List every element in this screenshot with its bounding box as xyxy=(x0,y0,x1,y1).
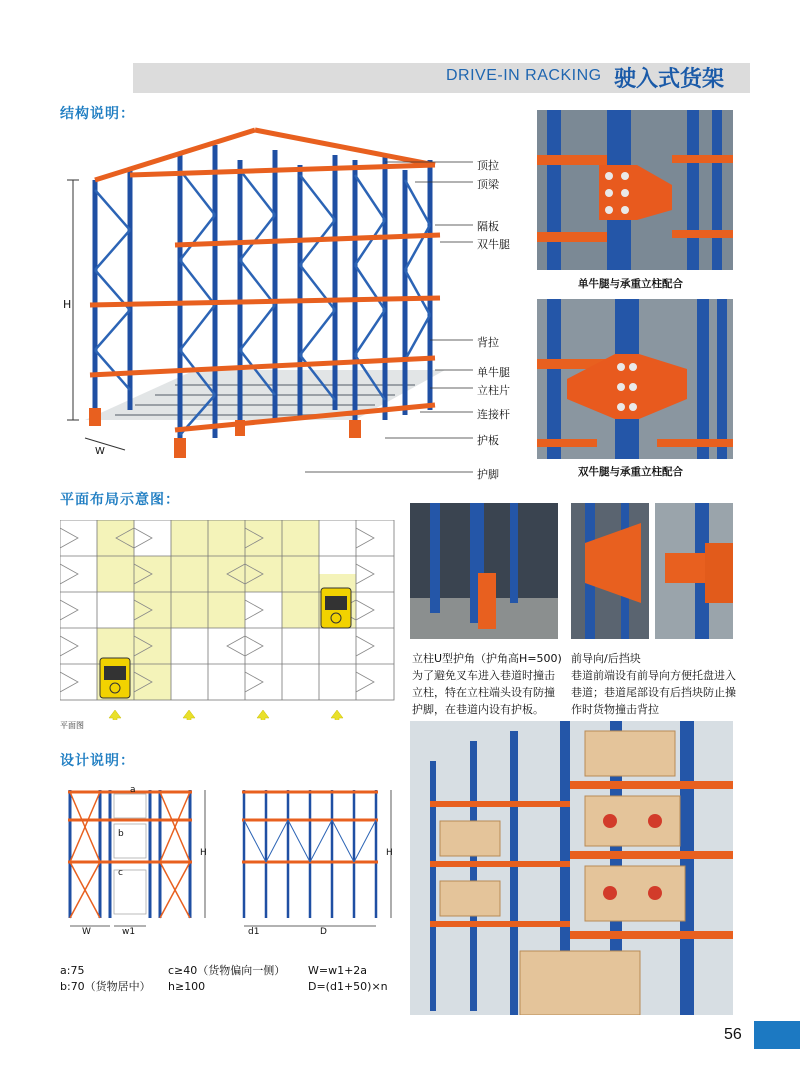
photo-single-arm xyxy=(537,110,733,270)
formula-b: b:70（货物居中） xyxy=(60,980,151,993)
dim-h-label: H xyxy=(63,298,72,311)
dim-w-label: W xyxy=(95,446,105,457)
label-double-arm: 双牛腿 xyxy=(477,238,510,251)
header-title-en: DRIVE-IN RACKING xyxy=(446,67,602,84)
header-title-cn: 驶入式货架 xyxy=(614,67,725,92)
label-connecting-rod: 连接杆 xyxy=(477,408,510,421)
design-label-w1: w1 xyxy=(122,927,136,937)
design-label-w: W xyxy=(82,927,91,937)
label-top-tie: 顶拉 xyxy=(477,159,499,172)
plan-caption: 平面图 xyxy=(60,721,84,730)
forklift-left xyxy=(100,658,130,698)
label-upright-frame: 立柱片 xyxy=(477,384,510,397)
caption-double-arm: 双牛腿与承重立柱配合 xyxy=(578,466,683,478)
section-title-structure: 结构说明： xyxy=(60,106,135,122)
formula-h: h≥100 xyxy=(168,980,206,993)
section-title-design: 设计说明： xyxy=(60,753,135,769)
formula-w: W=w1+2a xyxy=(308,964,368,977)
guide-text-body: 巷道前端设有前导向方便托盘进入巷道；巷道尾部设有后挡块防止操作时货物撞击背拉 xyxy=(571,669,736,716)
page-number: 56 xyxy=(724,1026,742,1043)
photo-back-stop xyxy=(655,503,733,639)
label-guard-foot: 护脚 xyxy=(477,468,499,481)
forklift-right xyxy=(321,588,351,628)
photo-guard-corner xyxy=(410,503,558,639)
label-divider: 隔板 xyxy=(477,220,499,233)
label-single-arm: 单牛腿 xyxy=(477,366,510,379)
plan-layout-diagram xyxy=(60,520,396,720)
formula-c: c≥40（货物偏向一侧） xyxy=(168,964,286,977)
label-back-tie: 背拉 xyxy=(477,336,499,349)
design-label-c: c xyxy=(118,868,123,878)
design-label-h-left: H xyxy=(200,848,207,858)
design-label-b: b xyxy=(118,829,124,839)
photo-double-arm xyxy=(537,299,733,459)
page-tab xyxy=(754,1021,800,1049)
design-label-d: D xyxy=(320,927,327,937)
photo-front-guide xyxy=(571,503,649,639)
photo-warehouse xyxy=(410,721,733,1015)
guard-text-body: 为了避免叉车进入巷道时撞击立柱，特在立柱端头设有防撞护脚，在巷道内设有护板。 xyxy=(412,669,555,716)
label-top-beam: 顶梁 xyxy=(477,178,499,191)
caption-single-arm: 单牛腿与承重立柱配合 xyxy=(578,278,683,290)
design-label-d1: d1 xyxy=(248,927,260,937)
design-drawing-side xyxy=(236,780,401,940)
design-label-h-right: H xyxy=(386,848,393,858)
design-drawing-front xyxy=(60,780,215,940)
formula-a: a:75 xyxy=(60,964,85,977)
formula-d: D=(d1+50)×n xyxy=(308,980,388,993)
label-guard-plate: 护板 xyxy=(477,434,499,447)
guide-text-title: 前导向/后挡块 xyxy=(571,652,641,665)
section-title-layout: 平面布局示意图： xyxy=(60,492,180,508)
design-label-a: a xyxy=(130,785,136,795)
rack-structure-illustration xyxy=(55,120,475,480)
guard-text-title: 立柱U型护角（护角高H=500) xyxy=(412,652,562,665)
